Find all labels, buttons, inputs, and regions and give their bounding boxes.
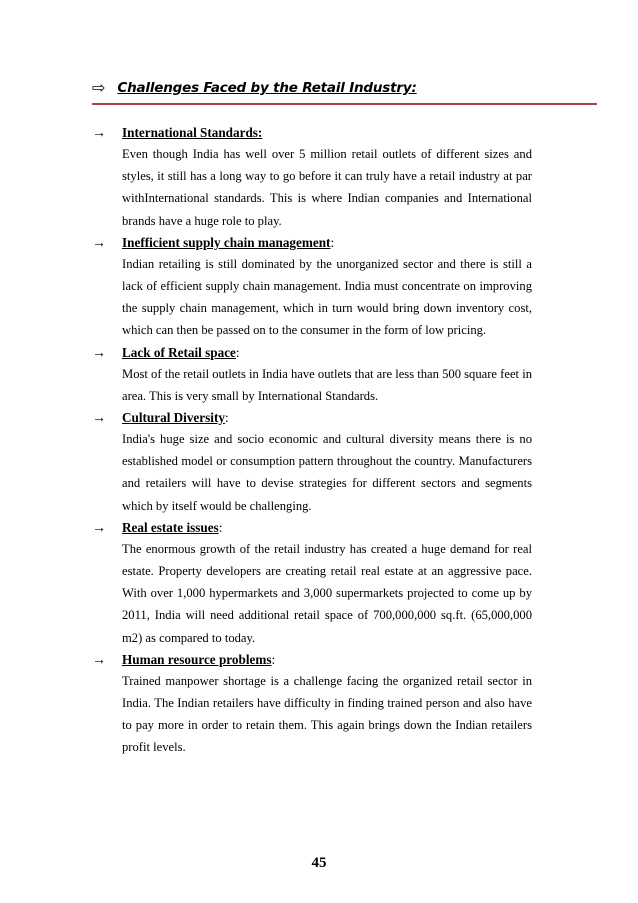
challenge-title-suffix: :: [271, 651, 276, 667]
challenge-title: Real estate issues: [122, 519, 219, 535]
right-arrow-icon: →: [92, 411, 106, 427]
challenge-title: Cultural Diversity: [122, 410, 225, 426]
challenge-heading-text: [122, 518, 222, 538]
challenge-title-suffix: :: [235, 344, 240, 360]
challenge-body: Even though India has well over 5 million retail outlets of different sizes and styles, it still has a long way to go before it can truly have a retail industry at par withInternational standards. This is where Indian companies and International brands have a huge role to play.: [122, 147, 532, 228]
challenges-list: [92, 123, 532, 760]
right-arrow-icon: →: [92, 126, 106, 141]
right-arrow-icon: →: [92, 520, 106, 536]
section-heading: [92, 80, 612, 96]
challenge-body: The enormous growth of the retail industry has created a huge demand for real estate. Property developers are creating retail real estate at an aggressive pace. With over 1,000 hypermarkets and 3,000 supermarkets projected to come up by 2011, India will need additional retail space of 700,000,000 sq.ft. (65,000,000 m2) as compared to today.: [122, 541, 532, 645]
challenge-heading: [92, 123, 532, 143]
challenge-heading-text: [122, 650, 275, 670]
challenge-title-suffix: :: [218, 519, 223, 535]
challenge-cultural-diversity: [92, 408, 532, 518]
challenge-real-estate: [92, 518, 532, 650]
right-arrow-icon: →: [92, 345, 106, 361]
challenge-body: Indian retailing is still dominated by the unorganized sector and there is still a lack of efficient supply chain management. India must concentrate on improving the supply chain management, which in turn would bring down inventory cost, which can then be passed on to the consumer in the form of low pricing.: [122, 256, 532, 338]
challenge-title-suffix: :: [224, 410, 229, 426]
challenge-heading: [92, 343, 532, 363]
challenge-body: Most of the retail outlets in India have outlets that are less than 500 square feet in area. This is very small by International Standards.: [122, 366, 532, 403]
challenge-heading: [92, 518, 532, 538]
page-number: 45: [311, 855, 327, 871]
challenge-heading-text: [122, 123, 262, 143]
challenge-heading: [92, 408, 532, 428]
challenge-body: India's huge size and socio economic and cultural diversity means there is no established model or consumption pattern throughout the country. Manufacturers and retailers will have to devise strategies for different sectors and segments which by itself would be challenging.: [122, 432, 532, 513]
challenge-heading: [92, 650, 532, 670]
challenge-heading: [92, 233, 532, 253]
challenge-title-suffix: :: [330, 234, 335, 250]
heading-title: Challenges Faced by the Retail Industry:: [117, 80, 417, 96]
challenge-title: International Standards:: [122, 125, 263, 140]
challenge-title: Inefficient supply chain management: [122, 234, 331, 250]
right-arrow-icon: →: [92, 235, 106, 251]
challenge-human-resource: [92, 650, 532, 760]
challenge-heading-text: [122, 408, 229, 428]
hollow-right-arrow-icon: ⇨: [92, 78, 106, 97]
challenge-heading-text: [122, 233, 334, 253]
challenge-body: Trained manpower shortage is a challenge facing the organized retail sector in India. The Indian retailers have difficulty in finding trained person and also have to pay more in order to retain them. This again brings down the Indian retailers profit levels.: [122, 673, 532, 755]
challenge-heading-text: [122, 343, 240, 363]
challenge-supply-chain: [92, 233, 532, 343]
challenge-title: Lack of Retail space: [122, 344, 236, 360]
challenge-title: Human resource problems: [122, 651, 272, 667]
challenge-international-standards: [92, 123, 532, 233]
heading-rule: [92, 103, 597, 105]
challenge-retail-space: [92, 343, 532, 408]
right-arrow-icon: →: [92, 652, 106, 668]
